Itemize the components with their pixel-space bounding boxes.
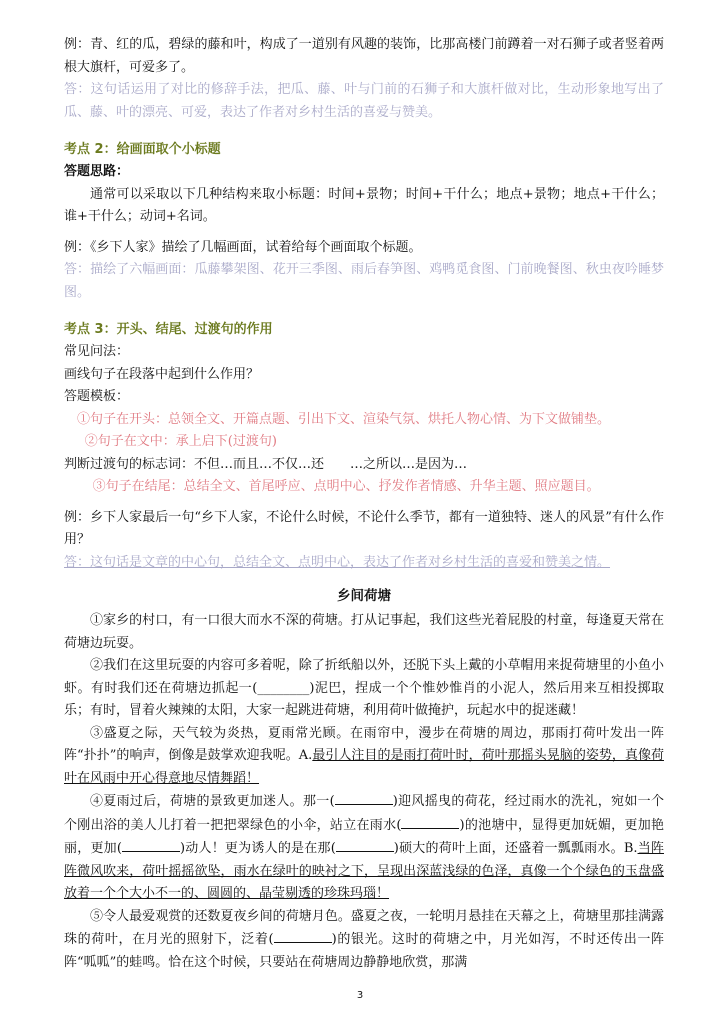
point2-text: 通常可以采取以下几种结构来取小标题：时间+景物；时间+干什么；地点+景物；地点+干什么；谁+干什么；动词+名词。 [64, 186, 664, 224]
essay-p3-underlined-sentence: 最引人注目的是雨打荷叶时，荷叶那摇头晃脑的姿势，真像荷叶在风雨中开心得意地尽情舞蹈！ [64, 748, 664, 786]
point3-common-question: 画线句子在段落中起到什么作用？ [64, 366, 260, 382]
essay-p3-text: ③盛夏之际，天气较为炎热，夏雨常光顾。在雨帘中，漫步在荷塘的周边，那雨打荷叶发出一阵阵“扑扑”的响声，倒像是鼓掌欢迎我呢。A. [64, 725, 664, 763]
point3-template-1: ①句子在开头：总领全文、开篇点题、引出下文、渲染气氛、烘托人物心情、为下文做铺垫。 [77, 411, 611, 427]
essay-p4-text-a: ④夏雨过后，荷塘的景致更加迷人。那一( [90, 794, 335, 809]
fill-blank-5[interactable] [274, 928, 332, 943]
point3-common-question-label: 常见问法： [64, 344, 130, 359]
essay-paragraph-2: ②我们在这里玩耍的内容可多着呢，除了折纸船以外，还脱下头上戴的小草帽用来捉荷塘里的小鱼小虾。有时我们还在荷塘边抓起一(________)泥巴，捏成一个个惟妙惟肖的小泥人，然后用来互相投掷取乐；有时，冒着火辣辣的太阳，大家一起跳进荷塘，利用荷叶做掩护，玩起水中的捉迷藏！ [64, 658, 664, 718]
essay-p4-text-b: )迎风摇曳的荷花，经过雨水的洗礼，宛如一个个刚出浴的美人儿打着一把把翠绿色的小伞，站立在雨水( [64, 794, 664, 833]
point3-template-2: ②句子在文中：承上启下(过渡句) [84, 434, 277, 449]
essay-title: 乡间荷塘 [337, 588, 391, 604]
essay-paragraph-5 [64, 906, 664, 975]
essay-p4-text-e: )硕大的荷叶上面，还盛着一瓢瓢雨水。B. [393, 841, 638, 856]
example1-question: 例：青、红的瓜，碧绿的藤和叶，构成了一道别有风趣的装饰，比那高楼门前蹲着一对石狮子或者竖着两根大旗杆，可爱多了。 [64, 37, 664, 75]
essay-p4-text-d: )动人！更为诱人的是在那( [179, 841, 336, 856]
point3-answer: 答：这句话是文章的中心句，总结全文、点明中心，表达了作者对乡村生活的喜爱和赞美之情。 [64, 554, 611, 570]
page-number: 3 [356, 990, 364, 1001]
essay-paragraph-4 [64, 790, 664, 906]
point3-template-3: ③句子在结尾：总结全文、首尾呼应、点明中心、抒发作者情感、升华主题、照应题目。 [92, 479, 600, 494]
point2-subheading: 答题思路： [64, 164, 130, 179]
essay-paragraph-1: ①家乡的村口，有一口很大而水不深的荷塘。打从记事起，我们这些光着屁股的村童，每逢夏天常在荷塘边玩耍。 [64, 613, 664, 651]
essay-paragraph-3 [64, 723, 664, 791]
point3-question: 例：乡下人家最后一句“乡下人家，不论什么时候，不论什么季节，都有一道独特、迷人的风景”有什么作用？ [64, 509, 664, 547]
point3-template-label: 答题模板： [64, 389, 130, 404]
fill-blank-4[interactable] [336, 837, 394, 852]
essay-p5-text-b: )的银光。这时的荷塘之中，月光如泻，不时还传出一阵阵“呱呱”的蛙鸣。恰在这个时候，只要站在荷塘周边静静地欣赏，那满 [64, 932, 665, 970]
fill-blank-2[interactable] [401, 814, 459, 829]
point3-transition-markers: 判断过渡句的标志词：不但…而且…不仅…还 …之所以…是因为… [64, 456, 468, 472]
point2-heading: 考点 2：给画面取个小标题 [64, 142, 221, 157]
point3-heading: 考点 3：开头、结尾、过渡句的作用 [64, 322, 273, 337]
fill-blank-1[interactable] [335, 790, 393, 805]
fill-blank-3[interactable] [122, 837, 180, 852]
essay-p5-text-a: ⑤令人最爱观赏的还数夏夜乡间的荷塘月色。盛夏之夜，一轮明月悬挂在天幕之上，荷塘里那挂满露珠的荷叶，在月光的照射下，泛着( [64, 908, 664, 947]
essay-p4-text-c: )的池塘中，显得更加妩媚，更加艳丽，更加( [64, 817, 664, 856]
essay-p4-underlined-sentence: 当阵阵微风吹来，荷叶摇摇欲坠，雨水在绿叶的映衬之下，呈现出深蓝浅绿的色泽，真像一个个绿色的玉盘盛放着一个个大小不一的、圆圆的、晶莹剔透的珍珠玛瑙！ [64, 841, 664, 901]
example1-answer: 答：这句话运用了对比的修辞手法，把瓜、藤、叶与门前的石狮子和大旗杆做对比，生动形象地写出了瓜、藤、叶的漂亮、可爱，表达了作者对乡村生活的喜爱与赞美。 [64, 82, 664, 120]
point2-answer: 答：描绘了六幅画面：瓜藤攀架图、花开三季图、雨后春笋图、鸡鸭觅食图、门前晚餐图、秋虫夜吟睡梦图。 [64, 262, 664, 300]
document-page [64, 34, 664, 974]
point2-question: 例：《乡下人家》描绘了几幅画面，试着给每个画面取个标题。 [64, 239, 422, 255]
